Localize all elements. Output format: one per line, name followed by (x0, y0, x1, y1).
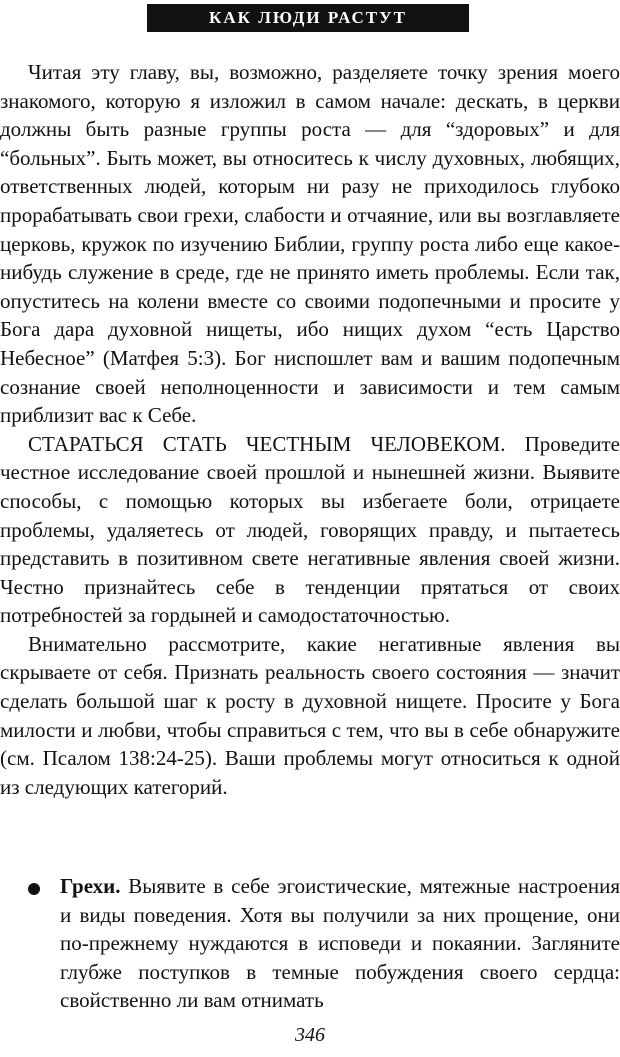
list-item-term: Грехи. (60, 874, 121, 898)
paragraph-3: Внимательно рассмотрите, какие негативные явления вы скрываете от себя. Признать реальность своего состояния — значит сделать большой шаг к росту в духовной нищете. Просите у Бога милости и любви, чтобы справиться с тем, что вы в себе обнаружите (см. Псалом 138:24-25). Ваши проблемы могут относиться к одной из следующих категорий. (0, 631, 620, 799)
paragraph-2: СТАРАТЬСЯ СТАТЬ ЧЕСТНЫМ ЧЕЛОВЕКОМ. Проведите честное исследование своей прошлой и нынешней жизни. Выявите способы, с помощью которых вы избегаете боли, отрицаете проблемы, удаляетесь от людей, говорящих правду, и пытаетесь представить в позитивном свете негативные явления своей жизни. Честно признайтесь себе в тенденции прятаться от своих потребностей за гордыней и самодостаточностью. (0, 431, 620, 628)
page-number: 346 (295, 1024, 325, 1046)
bullet-icon (28, 883, 40, 895)
running-title: КАК ЛЮДИ РАСТУТ (209, 8, 407, 27)
list-item-text: Выявите в себе эгоистические, мятежные настроения и виды поведения. Хотя вы получили за них прощение, они по-прежнему нуждаются в исповеди и покаянии. Загляните глубже поступков в темные побуждения своего сердца: свойственно ли вам отнимать (60, 874, 620, 1013)
list-item (0, 872, 620, 1015)
running-header (147, 4, 469, 32)
paragraph-1: Читая эту главу, вы, возможно, разделяете точку зрения моего знакомого, которую я изложил в самом начале: дескать, в церкви должны быть разные группы роста — для “здоровых” и для “больных”. Быть может, вы относитесь к числу духовных, любящих, ответственных людей, которым ни разу не приходилось глубоко прорабатывать свои грехи, слабости и отчаяние, или вы возглавляете церковь, кружок по изучению Библии, группу роста либо еще какое-нибудь служение в среде, где не принято иметь проблемы. Если так, опуститесь на колени вместе со своими подопечными и просите у Бога дара духовной нищеты, ибо нищих духом “есть Царство Небесное” (Матфея 5:3). Бог ниспошлет вам и вашим подопечным сознание своей неполноценности и зависимости и тем самым приблизит вас к Себе. (0, 60, 620, 428)
category-list (0, 872, 620, 1015)
body-text (0, 58, 620, 801)
